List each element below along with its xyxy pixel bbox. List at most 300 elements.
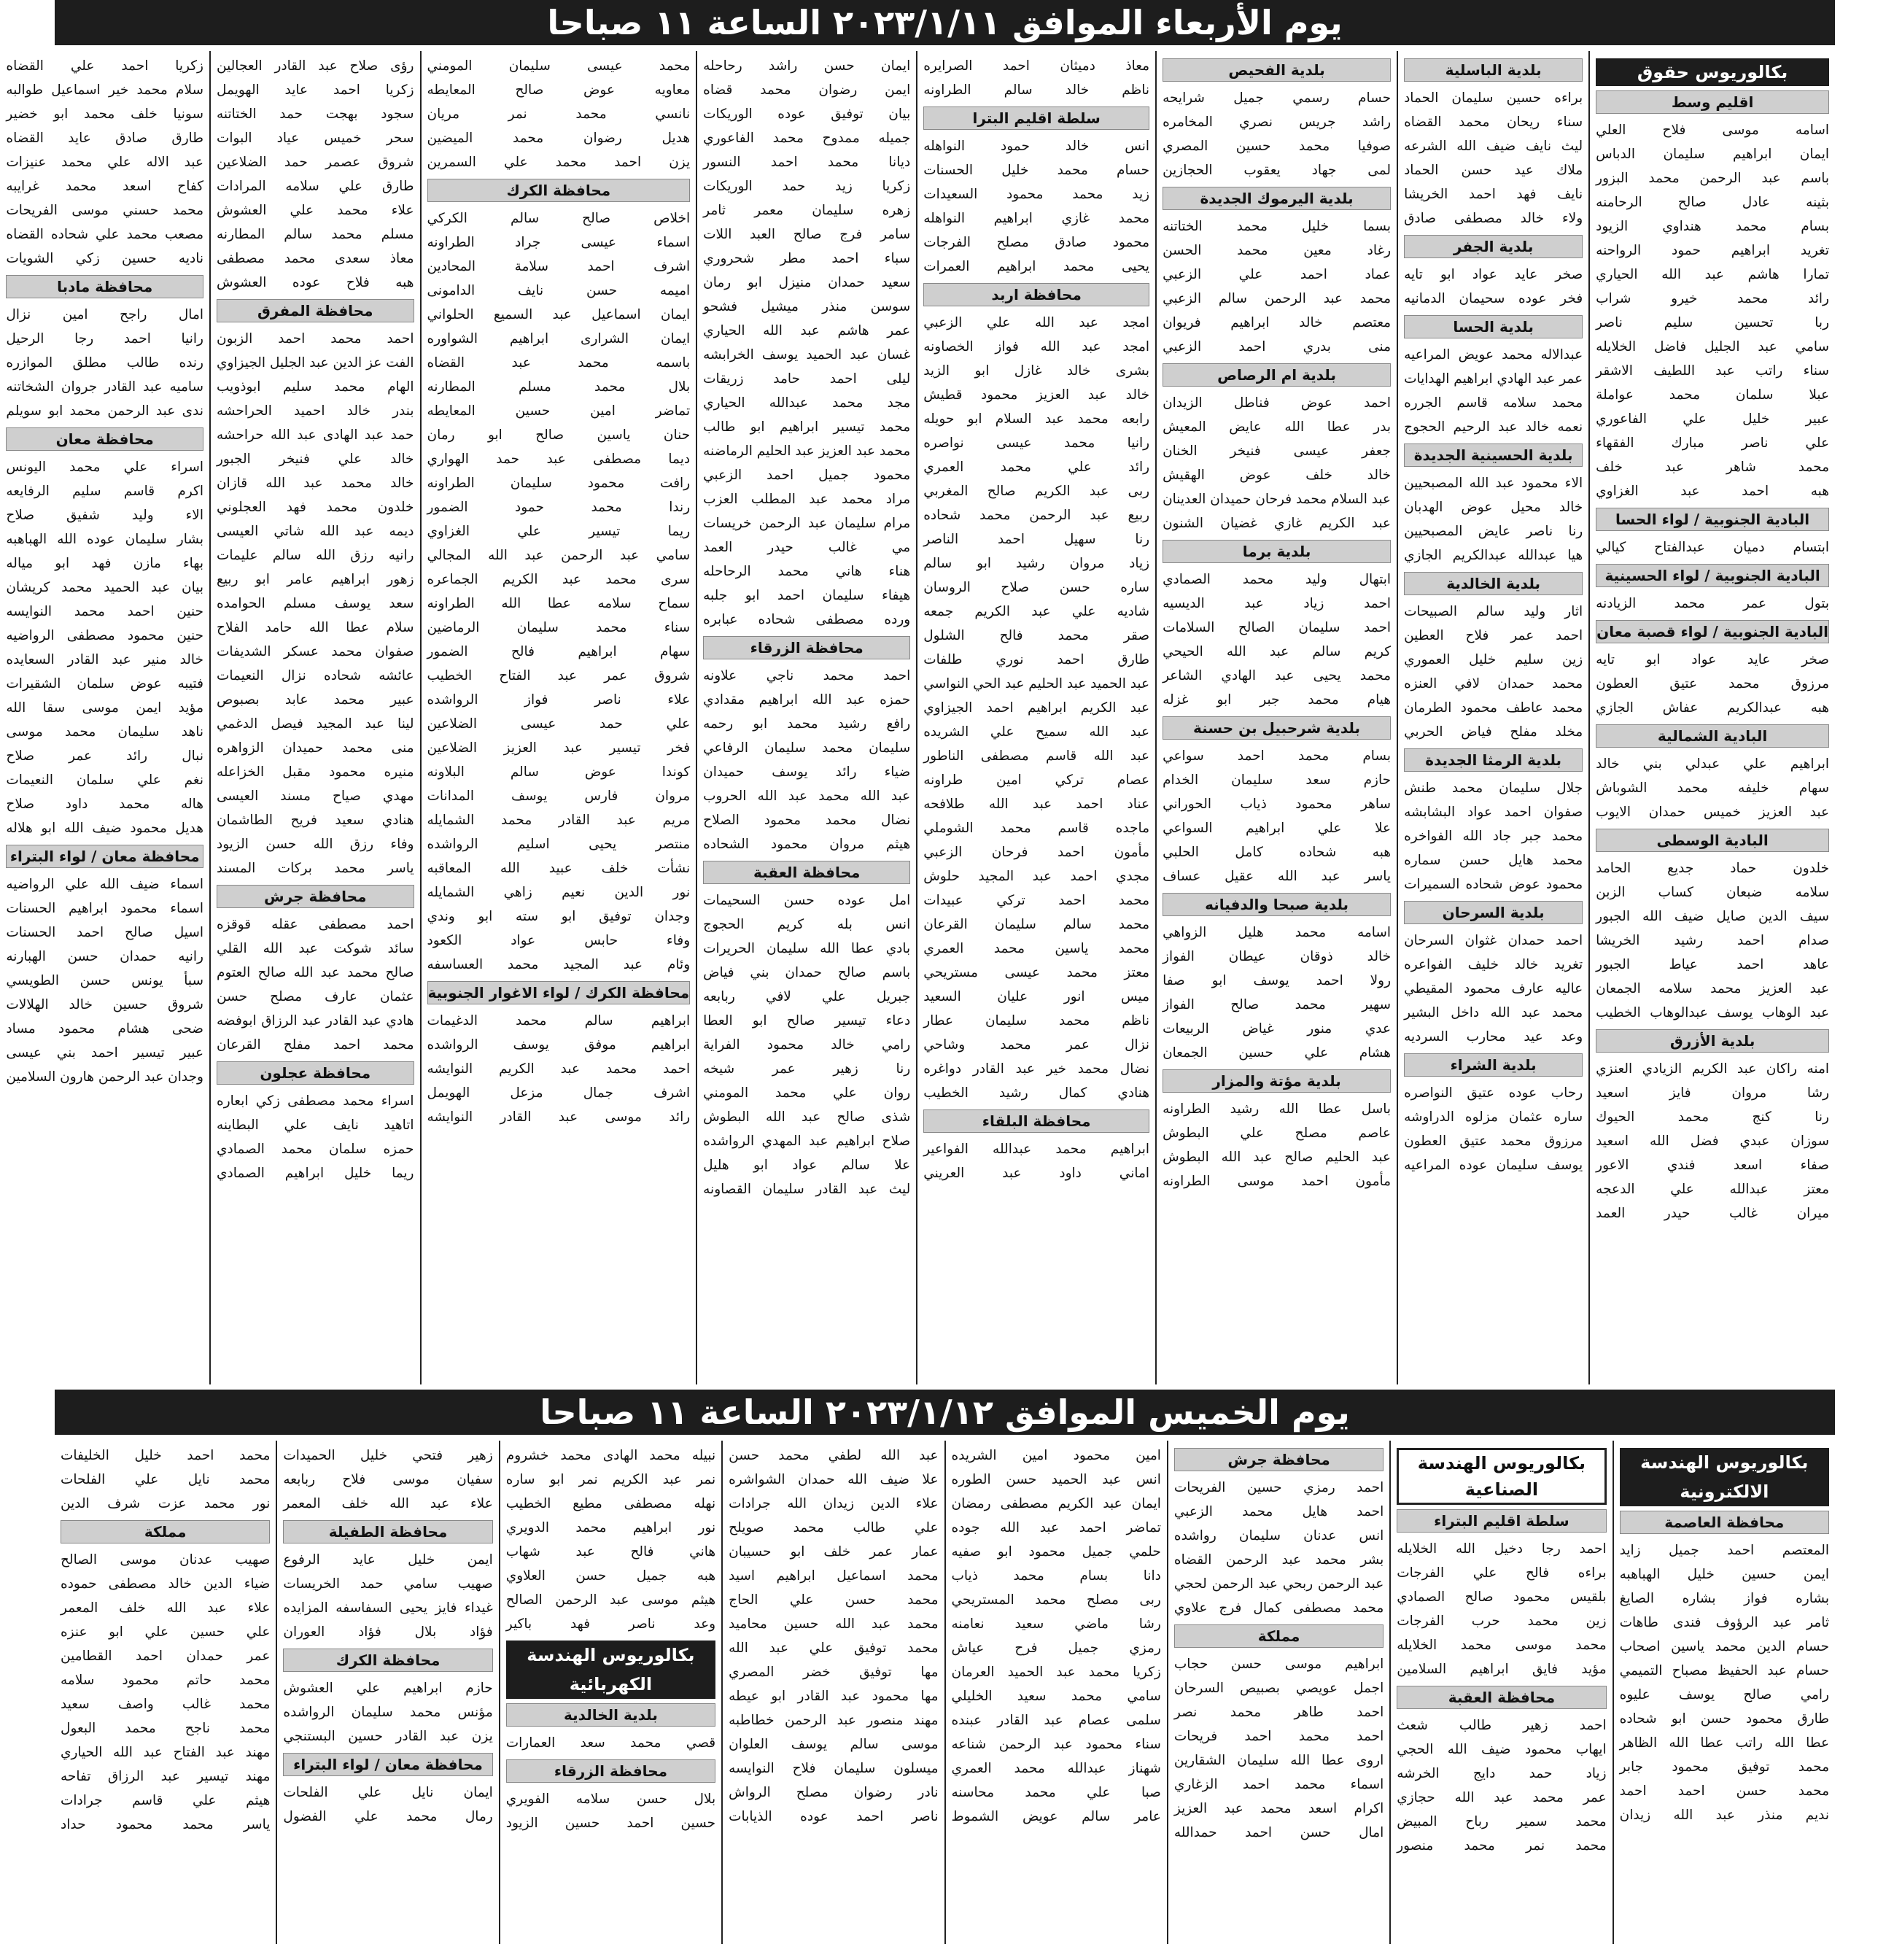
candidate-name: مهدي صياح مسند العيسى [217,789,414,804]
candidate-name: رانيا احمد رجا الرحيل [6,331,203,346]
candidate-name: هبه عبدالكريم عفاش الجازي [1596,700,1829,716]
candidate-name: محمد نايل علي الفلحات [61,1472,271,1487]
section-heading: بلدية الرمثا الجديدة [1404,748,1583,772]
candidate-name: سناء ريحان محمد القضاه [1404,115,1583,130]
candidate-name: نور الدين نعيم زاهي الشمايله [427,885,691,900]
candidate-name: اسراء محمد مصطفى زكي ابعاره [217,1093,414,1109]
candidate-name: خلدون حماد جديع الحامد [1596,861,1829,876]
list-column [1155,51,1397,1384]
candidate-name: غيداء فايز يحيى السفاسفه المزايده [283,1600,493,1616]
list-column [499,1441,721,1944]
candidate-name: جميله ممدوح محمد الفاعوري [703,131,911,146]
candidate-name: صخر عايد عواد ابو تايه [1596,652,1829,667]
candidate-name: ياسر محمد بركات المسند [217,861,414,876]
section-heading: البادية الوسطى [1596,829,1829,852]
candidate-name: ساميه عبد القادر جروان الشخاتنه [6,379,203,395]
candidate-name: خالد ذوقان عيطان الفواز [1163,949,1392,964]
candidate-name: ربيع عبد الرحمن محمد شحاده [923,508,1150,523]
list-column [944,1441,1167,1944]
candidate-name: مجدي احمد عبد المجيد حلوش [923,869,1150,884]
candidate-name: وجدان توفيق ابو سته ابو وندي [427,909,691,924]
candidate-name: سامي محمد سعيد الخليلي [951,1689,1161,1704]
degree-heading: بكالوريوس الهندسة الكهربائية [506,1641,715,1699]
list-column [1613,1441,1835,1944]
candidate-name: الاء محمود عبد الله المصبحيين [1404,476,1583,491]
candidate-name: ضحى هشام محمود مساد [6,1021,203,1037]
section-heading: بلدية شرحبيل بن حسنة [1163,716,1391,740]
section-heading: محافظة الكرك [427,179,691,202]
candidate-name: بسام محمد احمد سواعي [1163,748,1392,764]
candidate-name: محمد عبد الرحمن سالم الزعبي [1163,291,1392,306]
candidate-name: علا علي ابراهيم السواعي [1163,821,1392,836]
candidate-name: مسلم محمد سالم المطارنه [217,227,414,242]
candidate-name: لينا عبد المجيد فيصل الدغمي [217,716,414,732]
candidate-name: رنا كنج محمد الحيوك [1596,1109,1829,1125]
candidate-name: سلام عطا الله حامد الفلاح [217,620,414,635]
candidate-name: امال راجح امين نزال [6,307,203,322]
candidate-name: فخر عوده سحيمان الدمانيه [1404,291,1583,306]
candidate-name: عبد الحميد عبد الحليم عبد الحي النواسي [923,676,1150,692]
candidate-name: احمد زهير طالب شعث [1397,1718,1607,1733]
candidate-name: رائد محمد خيرو شراب [1596,291,1829,306]
candidate-name: لمى جهاد يعقوب الحجازين [1163,163,1392,178]
candidate-name: ملاك عيد حسن الحماد [1404,163,1583,178]
candidate-name: رائد موسى عبد القادر النوايشه [427,1109,691,1125]
degree-heading: بكالوريوس الهندسة الصناعية [1397,1448,1606,1505]
candidate-name: عبد الله محمد عبد الله الحروب [703,789,911,804]
candidate-name: حسام محمد خليل الحسنات [923,163,1150,178]
candidate-name: سامي عبد الرحمن عبد الله المجالي [427,548,691,563]
candidate-name: محمد حسن احمد احمد [1619,1783,1829,1799]
candidate-name: مهند عبد الفتاح عبد الله الحياري [61,1745,271,1760]
section-heading: مملكة [61,1520,270,1543]
candidate-name: محمد غازي ابراهيم النواهله [923,211,1150,226]
candidate-name: مراد محمد عبد المطلب العزب [703,492,911,507]
candidate-name: مؤنس محمد سليمان الرواشده [283,1705,493,1720]
candidate-name: براءه حسين سليمان الحماد [1404,90,1583,106]
candidate-name: مرام سليمان عبد الرحمن خريسات [703,516,911,531]
section-heading: محافظة العقبة [1397,1686,1606,1709]
candidate-name: علي طالب محمد صويلح [729,1520,939,1535]
candidate-name: ضياء رائد يوسف حميدان [703,764,911,780]
section-heading: البادية الجنوبية / لواء الحسا [1596,508,1829,531]
candidate-name: سباء احمد مطر شحروري [703,251,911,266]
candidate-name: محمد توفيق محمود جابر [1619,1759,1829,1775]
candidate-name: منى بدري احمد الزعبي [1163,339,1392,355]
candidate-name: زهور ابراهيم عامر ابو ربيع [217,572,414,587]
candidate-name: احمد حمدان غثوان السرحان [1404,933,1583,948]
candidate-name: مها توفيق خضر المصري [729,1665,939,1680]
candidate-name: عبد الاله علي محمد عنيزات [6,155,203,170]
candidate-name: اجمل عويصي بصبيص السرحان [1173,1681,1384,1696]
candidate-name: ورده مصطفى شحاده عبابره [703,612,911,627]
candidate-name: عصام تركي امين طراونه [923,772,1150,788]
candidate-name: ميس انور عليان السعيد [923,989,1150,1004]
candidate-name: اكرام اسعد محمد عبد العزيز [1173,1801,1384,1816]
section-heading: سلطة اقليم البترا [923,106,1149,130]
candidate-name: حمزه سلمان محمد الصمادي [217,1142,414,1157]
candidate-name: تماضر امين حسين المعايطه [427,403,691,419]
candidate-name: احمد محمد عبد الكريم النوايشه [427,1061,691,1077]
candidate-name: ابتسام دميان عبدالفتاح كيالي [1596,540,1829,555]
section-heading: بلدية الأزرق [1596,1029,1829,1053]
section-heading: بلدية برما [1163,540,1391,563]
candidate-name: صفاء اسعد فندي الاعور [1596,1158,1829,1173]
candidate-name: ميران غالب حيدر العمد [1596,1206,1829,1221]
section-heading: مملكة [1174,1624,1384,1648]
candidate-name: بسما خليل محمد الختاتنه [1163,219,1392,234]
candidate-name: اسماء ضيف الله علي الرواضيه [6,877,203,892]
candidate-name: مروان فارس يوسف المدانات [427,789,691,804]
candidate-name: سيف الدين صايل ضيف الله الجبور [1596,909,1829,924]
candidate-name: اميمه حسن نايف الدامونى [427,283,691,298]
candidate-name: ناظم خالد سالم الطراونه [923,82,1150,98]
candidate-name: رامي صالح يوسف عليوه [1619,1687,1829,1703]
list-column [696,51,916,1384]
candidate-name: احمد عمر فلاح العطين [1404,628,1583,643]
candidate-name: نايف فهد احمد الخريشا [1404,187,1583,202]
candidate-name: سعيد حمدان منيزل ابو رمان [703,275,911,290]
candidate-name: محمد يحيى عبد الهادي الشاعر [1163,668,1392,683]
candidate-name: هبه فلاح عوده العشوش [217,275,414,290]
candidate-name: باسمه محمد عبد القضاه [427,355,691,371]
candidate-name: حسام رسمي جميل شرايحه [1163,90,1392,106]
candidate-name: ياسر محمد محمود حداد [61,1817,271,1832]
candidate-name: ماجده قاسم محمد الشوملي [923,821,1150,836]
candidate-name: مريم عبد القادر محمد الشمايله [427,813,691,828]
candidate-name: ناصر احمد عوده الذيابات [729,1809,939,1824]
candidate-name: مرزوق محمد عتيق العطون [1596,676,1829,692]
candidate-name: انس عبد الحميد حسن الطوره [951,1472,1161,1487]
section-heading: بلدية مؤتة والمزار [1163,1069,1391,1093]
candidate-name: نانسي محمد نمر مريان [427,106,691,122]
candidate-name: محمد تيسير ابراهيم ابو طالب [703,419,911,435]
candidate-name: محمد حمدان لافي العنزه [1404,676,1583,692]
candidate-name: رولا احمد يوسف ابو صفا [1163,973,1392,988]
candidate-name: زهير فتحي خليل الحميدات [283,1448,493,1463]
candidate-name: عبد الله سميح علي الشريده [923,724,1150,740]
list-column [1397,51,1588,1384]
candidate-name: محمد عبد العزيز عبد الحليم الرماضنه [703,443,911,459]
candidate-name: شروق حسين خالد الهلالات [6,997,203,1012]
candidate-name: محمد مصطفى كمال فرج علاوي [1173,1600,1384,1616]
candidate-name: زين محمد حرب الفرجات [1397,1614,1607,1629]
list-column [420,51,696,1384]
candidate-name: شروق عمر عبد الفتاح الخطيب [427,668,691,683]
candidate-name: سهير محمد صالح الفواز [1163,997,1392,1012]
candidate-name: زين سليم خليل العموري [1404,652,1583,667]
candidate-name: خالد عبد العزيز محمود قطيش [923,387,1150,403]
candidate-name: هديل رضوان محمد الميضين [427,131,691,146]
day2-title-banner [55,1390,1835,1435]
candidate-name: خلدون محمد فهد العجلوني [217,500,414,515]
candidate-name: حنان ياسين صالح ابو رمان [427,427,691,443]
candidate-name: سوزان عبدي فضل الله اسعيد [1596,1134,1829,1149]
section-heading: محافظة الكرك [283,1649,492,1672]
section-heading: محافظة عجلون [217,1061,414,1085]
candidate-name: معتصم خالد ابراهيم فريوان [1163,315,1392,330]
candidate-name: انس عدنان سليمان رواشده [1173,1528,1384,1543]
candidate-name: بشار سليمان عوده الله الهباهبه [6,532,203,547]
candidate-name: ايمن رضوان محمد قضاه [703,82,911,98]
candidate-name: ثامر عبد الرؤوف فندى طاهات [1619,1615,1829,1630]
candidate-name: كريم سالم عبد الله الحيحي [1163,644,1392,659]
candidate-name: ايمان نايل علي الفلحات [283,1785,493,1800]
candidate-name: احمد محمد ناجي علاونه [703,668,911,683]
candidate-name: روان علي محمد المومني [703,1085,911,1101]
candidate-name: محمد عبد الله داخل البشير [1404,1005,1583,1020]
candidate-name: ايمان ابراهيم سليمان الدباس [1596,147,1829,162]
candidate-name: امجد عبد الله علي الزعبي [923,315,1150,330]
day2-section [55,1441,1835,1944]
candidate-name: هيثم موسى عبد الرحمن الصالح [505,1592,716,1608]
candidate-name: طارق احمد نوري طلفات [923,652,1150,667]
candidate-name: سامي عبد الجليل فاضل الخلايله [1596,339,1829,355]
candidate-name: خالد محيل عوض الهدبان [1404,500,1583,515]
candidate-name: هيا عبدالله عبدالكريم الجازي [1404,548,1583,563]
candidate-name: عبد العزيز خميس حمدان الايوب [1596,805,1829,820]
candidate-name: قصي محمد سعد العمارات [505,1735,716,1751]
candidate-name: نضال محمد محمود الصلاح [703,813,911,828]
candidate-name: محمود جميل احمد الزعبي [703,468,911,483]
candidate-name: طارق محمود حسن ابو شحاده [1619,1711,1829,1727]
section-heading: محافظة المفرق [217,299,414,322]
candidate-name: الفت عز الدين عبد الجليل الجيزاوي [217,355,414,371]
candidate-name: معاذ دميثان احمد الصرايره [923,58,1150,74]
candidate-name: زياد مروان رشيد ابو سالم [923,556,1150,571]
candidate-name: بندر خالد احميد الحراحشه [217,403,414,419]
candidate-name: ربى مصلح محمد المستريحي [951,1592,1161,1608]
candidate-name: منى محمد حميدان الزواهره [217,740,414,756]
candidate-name: حمزه عبد الله ابراهيم مقدادي [703,692,911,708]
candidate-name: رؤى صلاح عبد القادر العجالين [217,58,414,74]
candidate-name: مؤيد ايمن موسى سقا الله [6,700,203,716]
section-heading: بلدية الشراء [1404,1053,1583,1077]
candidate-name: زكريا احمد عايد الهويمل [217,82,414,98]
section-heading: سلطة اقليم البتراء [1397,1509,1606,1533]
degree-heading: بكالوريوس الهندسة الالكترونية [1620,1448,1829,1506]
candidate-name: بشرى خالد غازل ابو الزيد [923,363,1150,379]
candidate-name: خالد خلف عوض الهقيش [1163,468,1392,483]
candidate-name: عامر سالم عويض الشموط [951,1809,1161,1824]
candidate-name: دعاء تيسير صالح ابو العطا [703,1013,911,1029]
candidate-name: عبير خليل علي الفاعوري [1596,411,1829,427]
candidate-name: فخر تيسير عبد العزيز الضلاعين [427,740,691,756]
candidate-name: هنادي سعيد فريح الطاشمان [217,813,414,828]
candidate-name: رنا زهير عمر شيخه [703,1061,911,1077]
candidate-name: نضال محمد خير عبد القادر دواغره [923,1061,1150,1077]
candidate-name: عبير محمد عابد بصبوص [217,692,414,708]
candidate-name: هشام علي حسين الجمعان [1163,1045,1392,1061]
candidate-name: ساره عثمان مزلوه الدراوشه [1404,1109,1583,1125]
candidate-name: براءه فالح علي الفرجات [1397,1565,1607,1581]
candidate-name: رندا محمد حمود الضمور [427,500,691,515]
candidate-name: سونيا خلف محمد ابو خضير [6,106,203,122]
candidate-name: عائشه شحاده نزال النعيمات [217,668,414,683]
candidate-name: سوسن منذر ميشيل فشحو [703,299,911,314]
section-heading: البادية الجنوبية / لواء قصبة معان [1596,620,1829,643]
candidate-name: احمد محمد احمد الزبون [217,331,414,346]
candidate-name: محمد شاهر عبد خلف [1596,460,1829,475]
candidate-name: زهره سليمان معمر ثامر [703,203,911,218]
candidate-name: علاء محمد علي العشوش [217,203,414,218]
section-heading: محافظة الكرك / لواء الاغوار الجنوبية [427,981,691,1004]
section-heading: بلدية ام الرصاص [1163,363,1391,387]
candidate-name: محمد اسماعيل ابراهيم اسيد [729,1568,939,1584]
day1-title-banner [55,0,1835,45]
degree-heading: بكالوريوس حقوق [1596,58,1829,86]
candidate-name: محمد عبد الله حسين محاميد [729,1616,939,1632]
candidate-name: سائد شوكت عبد الله القلي [217,941,414,956]
candidate-name: نمر عبد الكريم نمر ابو ساره [505,1472,716,1487]
candidate-name: رنا سهيل احمد الناصر [923,532,1150,547]
candidate-name: طارق صادق عايد القضاه [6,131,203,146]
candidate-name: صخر عايد عواد ابو تايه [1404,267,1583,282]
list-column [1588,51,1835,1384]
candidate-name: عبد الله قاسم مصطفى الناطور [923,748,1150,764]
candidate-name: بدر عطا الله عايض المعيش [1163,419,1392,435]
candidate-name: محمد حسن علي الحاج [729,1592,939,1608]
candidate-name: رحاب عوده عتيق النواصره [1404,1085,1583,1101]
section-heading: البادية الجنوبية / لواء الحسينية [1596,564,1829,587]
candidate-name: ولاء خالد مصطفى صادق [1404,211,1583,226]
section-heading: محافظة البلقاء [923,1109,1149,1133]
section-heading: بلدية اليرموك الجديدة [1163,187,1391,210]
section-heading: محافظة اربد [923,283,1149,306]
candidate-name: اخلاص صالح سالم الكركي [427,211,691,226]
list-column [55,1441,276,1944]
candidate-name: احمد هايل محمد الزعبي [1173,1504,1384,1519]
candidate-name: رشا مروان فايز اسعيد [1596,1085,1829,1101]
candidate-name: امجد عبد الله فواز الخصاونه [923,339,1150,355]
candidate-name: ايمان عبد الكريم مصطفى رمضان [951,1496,1161,1511]
candidate-name: ابراهيم موسى حسن حجاب [1173,1657,1384,1672]
candidate-name: ناظم محمد سليمان عطار [923,1013,1150,1029]
candidate-name: محمود صادق مصلح الفرجات [923,235,1150,250]
candidate-name: ايمان الشرارى ابراهيم الشواوره [427,331,691,346]
candidate-name: اشرف احمد سلامة المحادين [427,259,691,274]
candidate-name: صلاح ابراهيم عبد المهدي الرواشده [703,1134,911,1149]
candidate-name: شروق عصمر حمد الضلاعين [217,155,414,170]
candidate-name: نبيله محمد الهادى محمد خشروم [505,1448,716,1463]
candidate-name: ابراهيم محمد عبدالله الفواعير [923,1142,1150,1157]
candidate-name: احمد طاهر محمد نصر [1173,1705,1384,1720]
candidate-name: زيد محمد محمود السعيدات [923,187,1150,202]
section-heading: محافظة جرش [1174,1448,1384,1471]
candidate-name: علا سالم عواد ابو هليل [703,1158,911,1173]
candidate-name: محمد غالب واصف سعيد [61,1697,271,1712]
candidate-name: ساهر محمود ذياب الحوراني [1163,797,1392,812]
section-heading: بلدية الفحيص [1163,58,1391,82]
candidate-name: اثار وليد سالم الصبيحات [1404,604,1583,619]
day1-section [6,51,1835,1384]
candidate-name: موسى سالم يوسف العلوان [729,1737,939,1752]
candidate-name: اكرم قاسم سليم الرفايعه [6,484,203,499]
candidate-name: رافع رشيد محمد ابو رحمه [703,716,911,732]
candidate-name: مصعب محمد علي شحاده القضاه [6,227,203,242]
candidate-name: شذى صالح عبد الله البطوش [703,1109,911,1125]
candidate-name: منتصر يحيى اسليم الرواشده [427,837,691,852]
candidate-name: عمر عبد الهادي ابراهيم الهدايات [1404,371,1583,387]
candidate-name: راشد جريس نصري المخامره [1163,115,1392,130]
candidate-name: ميسلون سليمان فلاح النوايسه [729,1761,939,1776]
candidate-name: امين محمود امين الشريده [951,1448,1161,1463]
candidate-name: امل عوده حسن السحيمات [703,893,911,908]
candidate-name: باسل عطا الله رشيد الطراونه [1163,1101,1392,1117]
candidate-name: نغم علي سلمان النعيمات [6,772,203,788]
section-heading: بلدية الخالدية [506,1703,715,1727]
candidate-name: صبا علي محمد محاسنه [951,1785,1161,1800]
candidate-name: سناء محمود عبد الرحمن شناعه [951,1737,1161,1752]
candidate-name: بهاء مازن فهد ابو مياله [6,556,203,571]
candidate-name: ديانا محمد احمد النسور [703,155,911,170]
candidate-name: كوندا عوض سالم البلاونه [427,764,691,780]
candidate-name: معتز عبدالله علي الدعجه [1596,1182,1829,1197]
section-heading: محافظة العاصمة [1620,1511,1829,1534]
section-heading: محافظة مادبا [6,275,203,298]
candidate-name: ديما مصطفى عبد حمد الهواري [427,452,691,467]
candidate-name: مها محمود عبد القادر ابو عيطه [729,1689,939,1704]
candidate-name: فتيبه عوض سلمان الشقيرات [6,676,203,692]
section-heading: محافظة معان / لواء البتراء [283,1753,492,1776]
section-heading: بلدية الحسا [1404,315,1583,338]
candidate-name: نهله مصطفى مطيع الخطيب [505,1496,716,1511]
candidate-name: احمد مصطفى عقله قوقزه [217,917,414,932]
day2-title: يوم الخميس الموافق ٢٠٢٣/١/١٢ الساعة ١١ صباحا [540,1392,1350,1432]
day1-title: يوم الأربعاء الموافق ٢٠٢٣/١/١١ الساعة ١١ صباحا [547,3,1343,42]
list-column [916,51,1155,1384]
section-heading: محافظة معان / لواء البتراء [6,845,203,868]
candidate-name: عبد الكريم ابراهيم احمد الجيزاوي [923,700,1150,716]
candidate-name: ابراهيم سالم محمد الدغيمات [427,1013,691,1029]
candidate-name: رمزي جميل فرح عياش [951,1641,1161,1656]
candidate-name: محمد هايل حسن سماره [1404,853,1583,868]
candidate-name: عاهد احمد عياط الجبور [1596,957,1829,972]
candidate-name: غسان عبد الحميد يوسف الخرابشه [703,347,911,363]
candidate-name: سامر فرج صالح العبد اللات [703,227,911,242]
candidate-name: صدام احمد رشيد الخريشا [1596,933,1829,948]
candidate-name: نبال رائد عمر صلاح [6,748,203,764]
candidate-name: زكريا احمد علي القضاه [6,58,203,74]
candidate-name: كفاح اسعد محمد غرايبه [6,179,203,194]
candidate-name: طارق علي سلامه المرادات [217,179,414,194]
list-column [276,1441,498,1944]
candidate-name: بلال محمد مسلم المطارنه [427,379,691,395]
candidate-name: عطا الله راتب عطا الله الظاهر [1619,1735,1829,1751]
candidate-name: عبد الكريم غازي غضيان الشنون [1163,516,1392,531]
candidate-name: سرى محمد عبد الكريم الجماعره [427,572,691,587]
candidate-name: علي حسين علي ابو عنزه [61,1624,271,1640]
section-heading: بلدية الجفر [1404,235,1583,258]
candidate-name: حسام الدين محمد ياسين اصحاب [1619,1639,1829,1654]
candidate-name: اروى عطا الله سليمان الشقارين [1173,1753,1384,1768]
candidate-name: احمد عوض فناطل الزيدان [1163,395,1392,411]
candidate-name: محمد عيسى سليمان المومني [427,58,691,74]
candidate-name: سبأ يونس حسن الطويسي [6,973,203,988]
candidate-name: انس خالد حمود النواهله [923,139,1150,154]
candidate-name: نشأت خلف عبيد الله المعاقبه [427,861,691,876]
candidate-name: هبه احمد عبد الغزاوي [1596,484,1829,499]
candidate-name: محمد حاتم محمود سلامه [61,1673,271,1688]
candidate-name: صهيب عدنان موسى الصالح [61,1552,271,1568]
candidate-name: ايمن حسين خليل الهباهبه [1619,1567,1829,1582]
candidate-name: حنين محمود مصطفى الرواضيه [6,628,203,643]
candidate-name: صوفيا محمد حسين المصري [1163,139,1392,154]
candidate-name: ناديه حسين زكي الشويات [6,251,203,266]
candidate-name: رانيه رزق الله سالم عليمات [217,548,414,563]
candidate-name: اسماء محمد احمد الزغاري [1173,1777,1384,1792]
candidate-name: باسم عبد الرحمن محمد البزور [1596,171,1829,186]
